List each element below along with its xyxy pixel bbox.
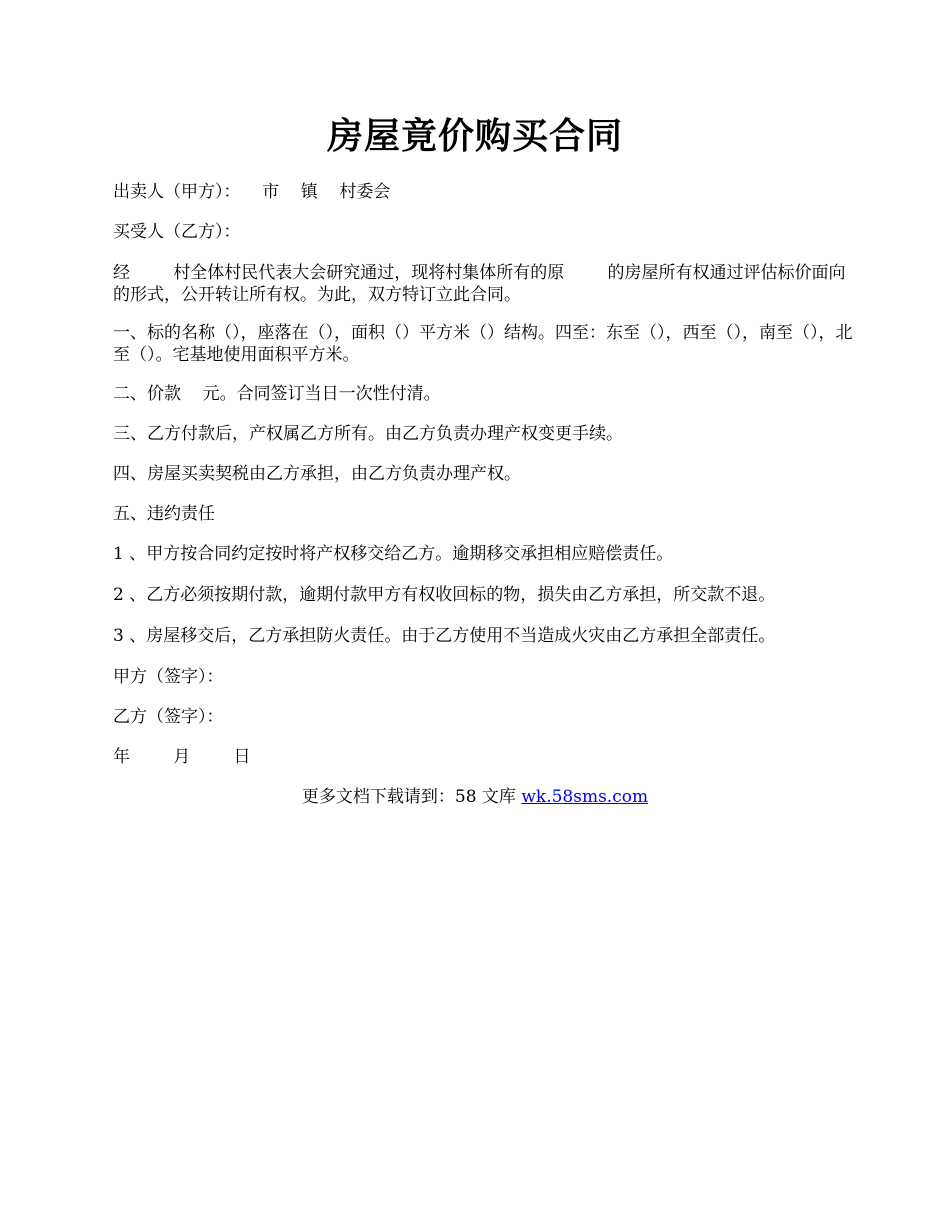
- intro-paragraph: 经 村全体村民代表大会研究通过，现将村集体所有的原 的房屋所有权通过评估标价面向 的形式，公开转让所有权。为此，双方特订立此合同。: [113, 263, 889, 305]
- clause-5-heading: 五、违约责任: [113, 504, 215, 524]
- document-title: 房屋竟价购买合同: [326, 115, 623, 157]
- buyer-line: 买受人（乙方）：: [113, 222, 241, 242]
- liability-item-2: 2 、乙方必须按期付款，逾期付款甲方有权收回标的物，损失由乙方承担，所交款不退。: [113, 585, 776, 605]
- liability-item-1: 1 、甲方按合同约定按时将产权移交给乙方。逾期移交承担相应赔偿责任。: [113, 544, 674, 564]
- date-line: 年 月 日: [113, 747, 251, 767]
- liability-item-3: 3 、房屋移交后，乙方承担防火责任。由于乙方使用不当造成火灾由乙方承担全部责任。: [113, 626, 776, 646]
- seller-line: 出卖人（甲方）： 市 镇 村委会: [113, 182, 391, 202]
- footer-link[interactable]: wk.58sms.com: [521, 787, 649, 807]
- clause-1: 一、标的名称（），座落在（），面积（）平方米（）结构。四至：东至（），西至（），南至（），北至（）。宅基地使用面积平方米。: [113, 323, 853, 365]
- party-a-signature: 甲方（签字）：: [113, 667, 224, 687]
- clause-3: 三、乙方付款后，产权属乙方所有。由乙方负责办理产权变更手续。: [113, 424, 623, 444]
- clause-4: 四、房屋买卖契税由乙方承担，由乙方负责办理产权。: [113, 464, 521, 484]
- footer: [0, 786, 950, 808]
- party-b-signature: 乙方（签字）：: [113, 707, 224, 727]
- clause-2: 二、价款 元。合同签订当日一次性付清。: [113, 384, 441, 404]
- footer-text: 更多文档下载请到：58 文库: [301, 787, 522, 807]
